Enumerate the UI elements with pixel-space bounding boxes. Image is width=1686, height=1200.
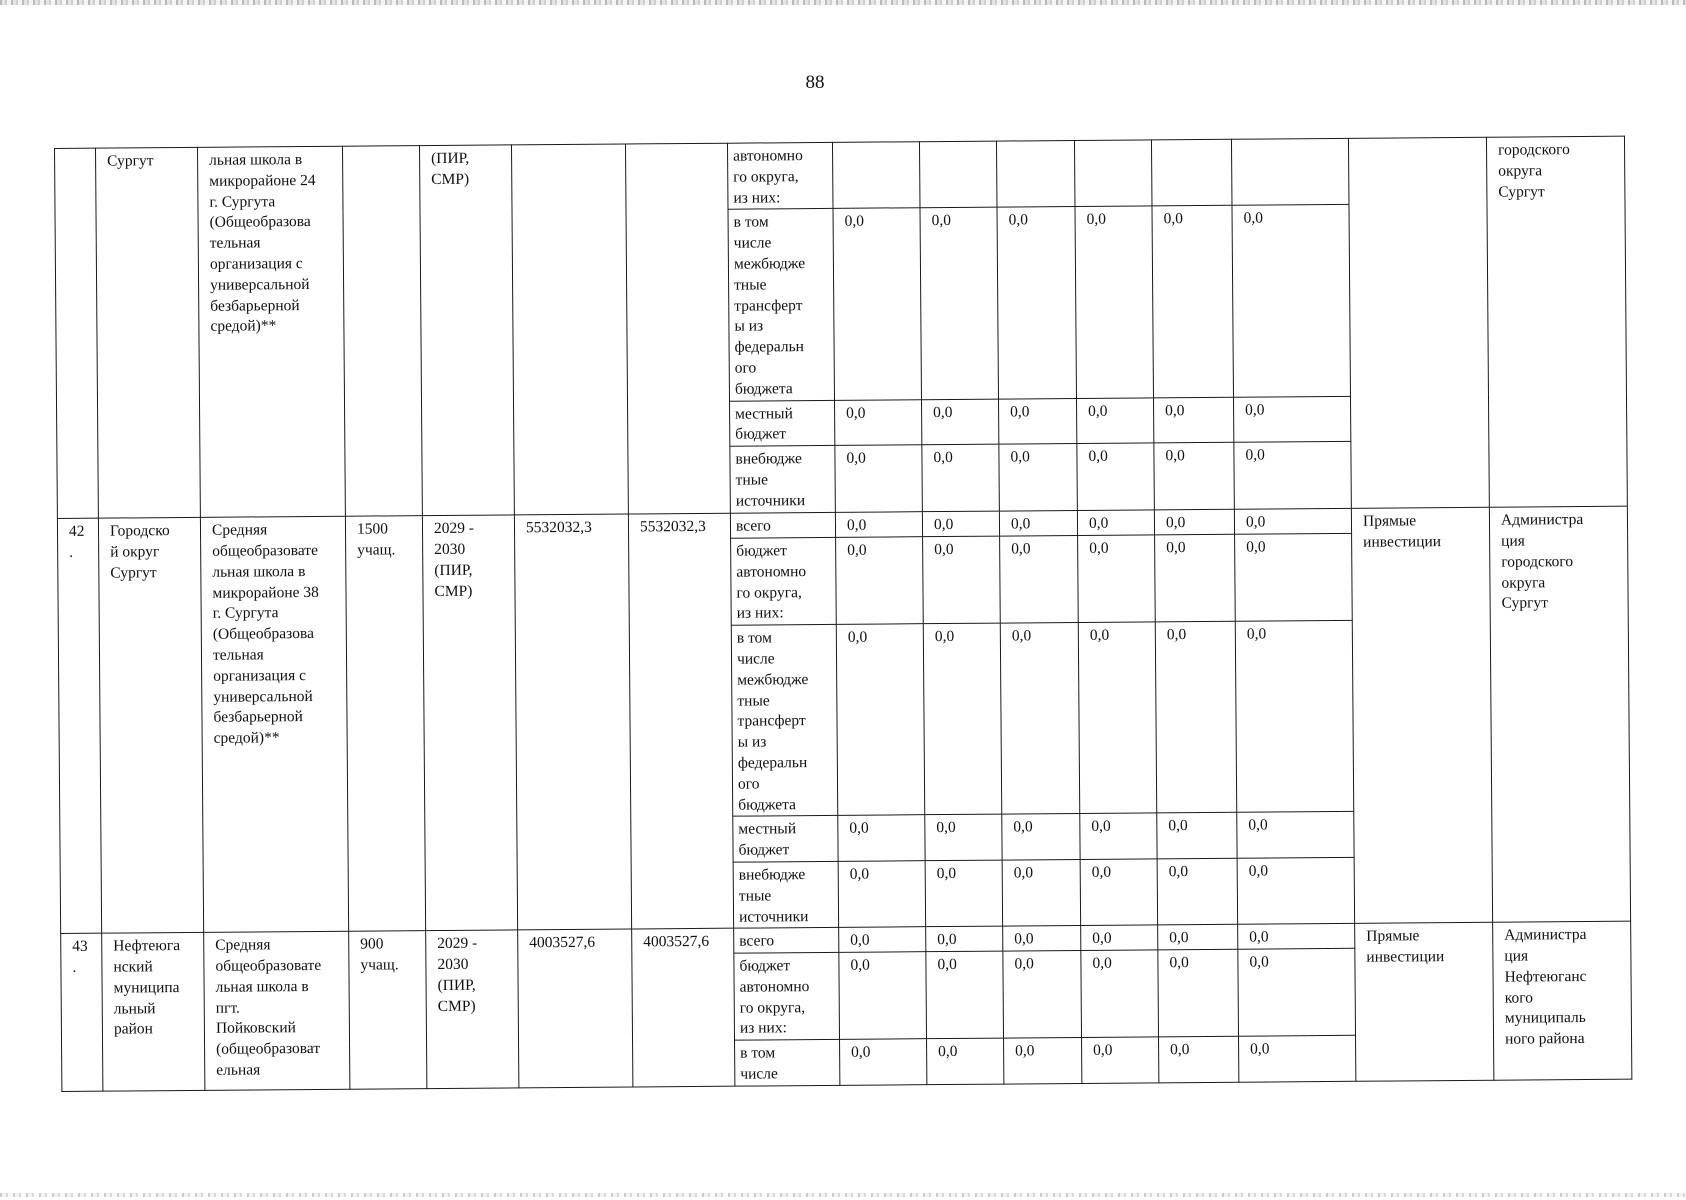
responsible-body: городского округа Сургут: [1486, 136, 1627, 507]
year-value: 0,0: [1234, 508, 1351, 534]
funding-source-label: внебюдже тные источники: [733, 861, 839, 928]
funding-source-label: местный бюджет: [730, 400, 835, 446]
year-value: 0,0: [1080, 859, 1158, 926]
funding-source-label: в том числе: [735, 1040, 840, 1086]
year-value: 0,0: [1157, 813, 1237, 859]
investment-type: Прямые инвестиции: [1351, 507, 1492, 923]
year-value: 0,0: [1157, 858, 1238, 925]
funding-source-label: внебюдже тные источники: [730, 446, 836, 514]
year-value: 0,0: [838, 861, 926, 928]
year-value: 0,0: [1159, 1037, 1239, 1083]
year-value: 0,0: [1003, 951, 1082, 1039]
year-value: 0,0: [1077, 510, 1154, 535]
page-number: 88: [805, 72, 825, 93]
year-value: 0,0: [1158, 949, 1239, 1037]
year-value: 0,0: [1238, 924, 1355, 950]
year-value: 0,0: [1004, 1038, 1082, 1084]
year-value: 0,0: [838, 815, 925, 861]
year-value: 0,0: [922, 444, 1000, 512]
year-value: 0,0: [1080, 813, 1157, 859]
funding-source-label: местный бюджет: [733, 816, 838, 862]
year-value: 0,0: [922, 511, 999, 536]
year-value: [1231, 138, 1349, 205]
year-value: 0,0: [839, 927, 926, 952]
municipality: Сургут: [96, 147, 201, 518]
year-value: 0,0: [1233, 396, 1350, 443]
municipality: Нефтеюга нский муниципа льный район: [102, 933, 205, 1091]
row-number: 42 .: [57, 518, 101, 933]
year-value: 0,0: [925, 860, 1003, 927]
year-value: 0,0: [1078, 622, 1156, 814]
year-value: [996, 140, 1075, 207]
funding-source-label: бюджет автономно го округа, из них:: [731, 537, 837, 625]
funding-source-label: бюджет автономно го округа, из них:: [734, 952, 840, 1040]
estimated-cost: [511, 144, 628, 515]
estimated-cost: 4003527,6: [518, 929, 633, 1087]
year-value: [1074, 140, 1152, 207]
scan-edge-bottom: [0, 1193, 1686, 1197]
year-value: 0,0: [998, 398, 1076, 444]
scan-edge-top: [0, 0, 1686, 5]
year-value: 0,0: [1235, 620, 1353, 812]
year-value: 0,0: [1239, 1036, 1356, 1083]
estimated-cost: 5532032,3: [514, 514, 631, 930]
year-value: 0,0: [836, 624, 924, 816]
year-value: 0,0: [1082, 1037, 1159, 1083]
year-value: [832, 142, 920, 209]
year-value: 0,0: [1155, 534, 1236, 622]
year-value: 0,0: [1152, 206, 1233, 398]
funding-source-label: в том числе межбюдже тные трансферт ы из федеральн ого бюджета: [728, 209, 834, 401]
year-value: 0,0: [1076, 397, 1153, 443]
year-value: [919, 141, 997, 208]
object-name: Средняя общеобразовате льная школа в пгт. Пойковский (общеобразоват ельная: [204, 932, 350, 1091]
investment-type: [1348, 137, 1489, 508]
capacity: [342, 146, 422, 517]
year-value: 0,0: [999, 444, 1078, 512]
investment-objects-table: [54, 136, 1632, 1092]
year-value: 0,0: [835, 445, 923, 513]
table-body: [55, 136, 1632, 1091]
year-value: 0,0: [923, 623, 1001, 815]
year-value: 0,0: [927, 1038, 1004, 1084]
year-value: 0,0: [1000, 535, 1079, 623]
year-value: 0,0: [1081, 925, 1158, 950]
year-value: 0,0: [1238, 948, 1356, 1036]
year-value: 0,0: [1002, 859, 1081, 926]
table-row: [55, 136, 1625, 215]
year-value: 0,0: [1078, 535, 1156, 623]
funding-source-label: всего: [734, 928, 839, 954]
year-value: 0,0: [1154, 509, 1234, 534]
year-value: 0,0: [1234, 441, 1352, 509]
row-number: [55, 148, 99, 518]
year-value: 0,0: [1000, 623, 1079, 815]
capacity: 900 учащ.: [349, 931, 427, 1089]
year-value: 0,0: [999, 511, 1077, 536]
year-value: 0,0: [836, 537, 924, 625]
year-value: 0,0: [923, 536, 1001, 624]
year-value: 0,0: [1075, 206, 1153, 398]
year-value: 0,0: [835, 399, 922, 445]
municipality: Городско й округ Сургут: [98, 518, 203, 934]
capacity: 1500 учащ.: [345, 516, 425, 932]
row-number: 43 .: [61, 933, 103, 1091]
year-value: 0,0: [1154, 442, 1235, 510]
implementation-period: 2029 - 2030 (ПИР, СМР): [422, 515, 517, 931]
remaining-cost: [625, 143, 730, 514]
year-value: 0,0: [1081, 950, 1159, 1038]
remaining-cost: 4003527,6: [632, 928, 735, 1086]
object-name: Средняя общеобразовате льная школа в микрорайоне 38 г. Сургута (Общеобразова тельная организация с универсальной безбарьерной средой)**: [200, 516, 348, 932]
year-value: 0,0: [997, 207, 1076, 399]
year-value: 0,0: [926, 926, 1003, 951]
year-value: 0,0: [1235, 533, 1353, 621]
year-value: 0,0: [1153, 397, 1233, 443]
funding-source-label: в том числе межбюдже тные трансферт ы из федеральн ого бюджета: [731, 625, 837, 817]
implementation-period: 2029 - 2030 (ПИР, СМР): [426, 930, 519, 1088]
year-value: 0,0: [1003, 926, 1081, 951]
document-sheet: [54, 136, 1631, 1083]
year-value: 0,0: [1077, 443, 1155, 511]
year-value: 0,0: [840, 1039, 927, 1085]
year-value: 0,0: [839, 952, 927, 1040]
year-value: 0,0: [1232, 205, 1350, 397]
year-value: 0,0: [1237, 857, 1355, 924]
year-value: 0,0: [835, 512, 922, 537]
funding-source-label: всего: [730, 513, 835, 539]
year-value: 0,0: [1155, 621, 1236, 813]
implementation-period: (ПИР, СМР): [419, 145, 514, 516]
year-value: 0,0: [926, 951, 1004, 1039]
year-value: 0,0: [1158, 925, 1238, 950]
year-value: [1151, 139, 1232, 206]
responsible-body: Администра ция городского округа Сургут: [1489, 506, 1630, 922]
year-value: 0,0: [1002, 814, 1080, 860]
investment-type: Прямые инвестиции: [1355, 923, 1494, 1082]
year-value: 0,0: [1237, 812, 1354, 859]
funding-source-label: автономно го округа, из них:: [727, 142, 833, 209]
year-value: 0,0: [833, 208, 921, 400]
year-value: 0,0: [922, 399, 999, 445]
year-value: 0,0: [925, 814, 1002, 860]
year-value: 0,0: [920, 207, 998, 399]
remaining-cost: 5532032,3: [628, 513, 733, 929]
responsible-body: Администра ция Нефтеюганс кого муниципаль ного района: [1493, 921, 1632, 1080]
object-name: льная школа в микрорайоне 24 г. Сургута (Общеобразова тельная организация с универсальной безбарьерной средой)**: [197, 146, 345, 517]
